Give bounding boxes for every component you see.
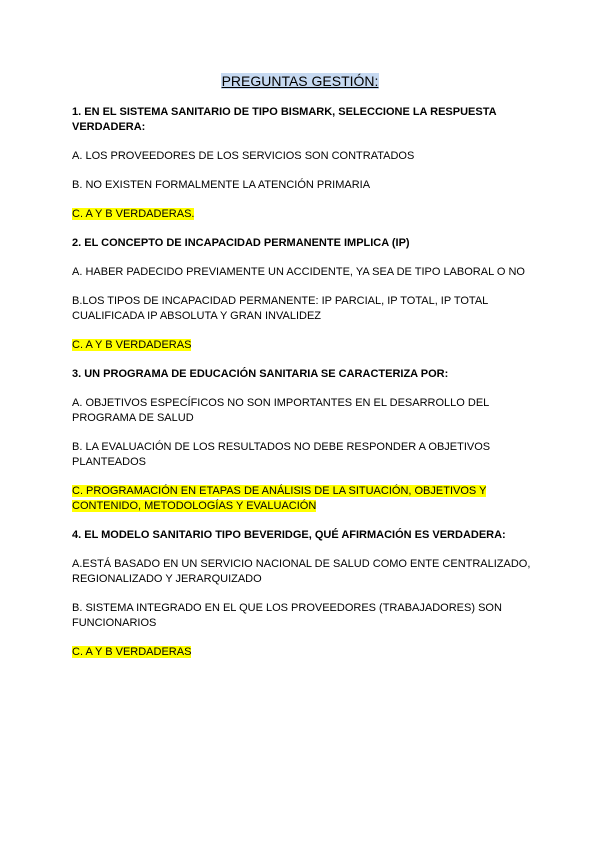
option-a: A.ESTÁ BASADO EN UN SERVICIO NACIONAL DE SALUD COMO ENTE CENTRALIZADO, REGIONALIZADO Y JERARQUIZADO xyxy=(72,558,531,585)
option-b: B.LOS TIPOS DE INCAPACIDAD PERMANENTE: IP PARCIAL, IP TOTAL, IP TOTAL CUALIFICADA IP ABSOLUTA Y GRAN INVALIDEZ xyxy=(72,295,488,322)
highlighted-answer xyxy=(72,484,532,514)
question-block-1 xyxy=(72,105,532,222)
option-b: B. LA EVALUACIÓN DE LOS RESULTADOS NO DEBE RESPONDER A OBJETIVOS PLANTEADOS xyxy=(72,441,491,468)
highlighted-answer xyxy=(72,207,532,222)
answer-text: C. A Y B VERDADERAS. xyxy=(72,208,195,220)
option-b: B. SISTEMA INTEGRADO EN EL QUE LOS PROVEEDORES (TRABAJADORES) SON FUNCIONARIOS xyxy=(72,602,502,629)
question-text: 1. EN EL SISTEMA SANITARIO DE TIPO BISMARK, SELECCIONE LA RESPUESTA VERDADERA: xyxy=(72,106,497,133)
answer-text: C. PROGRAMACIÓN EN ETAPAS DE ANÁLISIS DE LA SITUACIÓN, OBJETIVOS Y CONTENIDO, METODOLOGÍAS Y EVALUACIÓN xyxy=(72,485,487,512)
option-a: A. LOS PROVEEDORES DE LOS SERVICIOS SON CONTRATADOS xyxy=(72,150,415,162)
answer-text: C. A Y B VERDADERAS xyxy=(72,646,192,658)
option-a: A. OBJETIVOS ESPECÍFICOS NO SON IMPORTANTES EN EL DESARROLLO DEL PROGRAMA DE SALUD xyxy=(72,397,489,424)
highlighted-answer xyxy=(72,645,532,660)
highlighted-answer xyxy=(72,338,532,353)
document-title xyxy=(0,72,600,90)
question-block-3 xyxy=(72,367,532,514)
question-block-4 xyxy=(72,528,532,660)
document-title-text: PREGUNTAS GESTIÓN: xyxy=(221,73,379,89)
option-a: A. HABER PADECIDO PREVIAMENTE UN ACCIDENTE, YA SEA DE TIPO LABORAL O NO xyxy=(72,266,525,278)
question-text: 2. EL CONCEPTO DE INCAPACIDAD PERMANENTE IMPLICA (IP) xyxy=(72,237,410,249)
questions-list xyxy=(72,105,532,674)
question-text: 3. UN PROGRAMA DE EDUCACIÓN SANITARIA SE CARACTERIZA POR: xyxy=(72,368,449,380)
question-block-2 xyxy=(72,236,532,353)
option-b: B. NO EXISTEN FORMALMENTE LA ATENCIÓN PRIMARIA xyxy=(72,179,371,191)
question-text: 4. EL MODELO SANITARIO TIPO BEVERIDGE, QUÉ AFIRMACIÓN ES VERDADERA: xyxy=(72,529,506,541)
answer-text: C. A Y B VERDADERAS xyxy=(72,339,192,351)
